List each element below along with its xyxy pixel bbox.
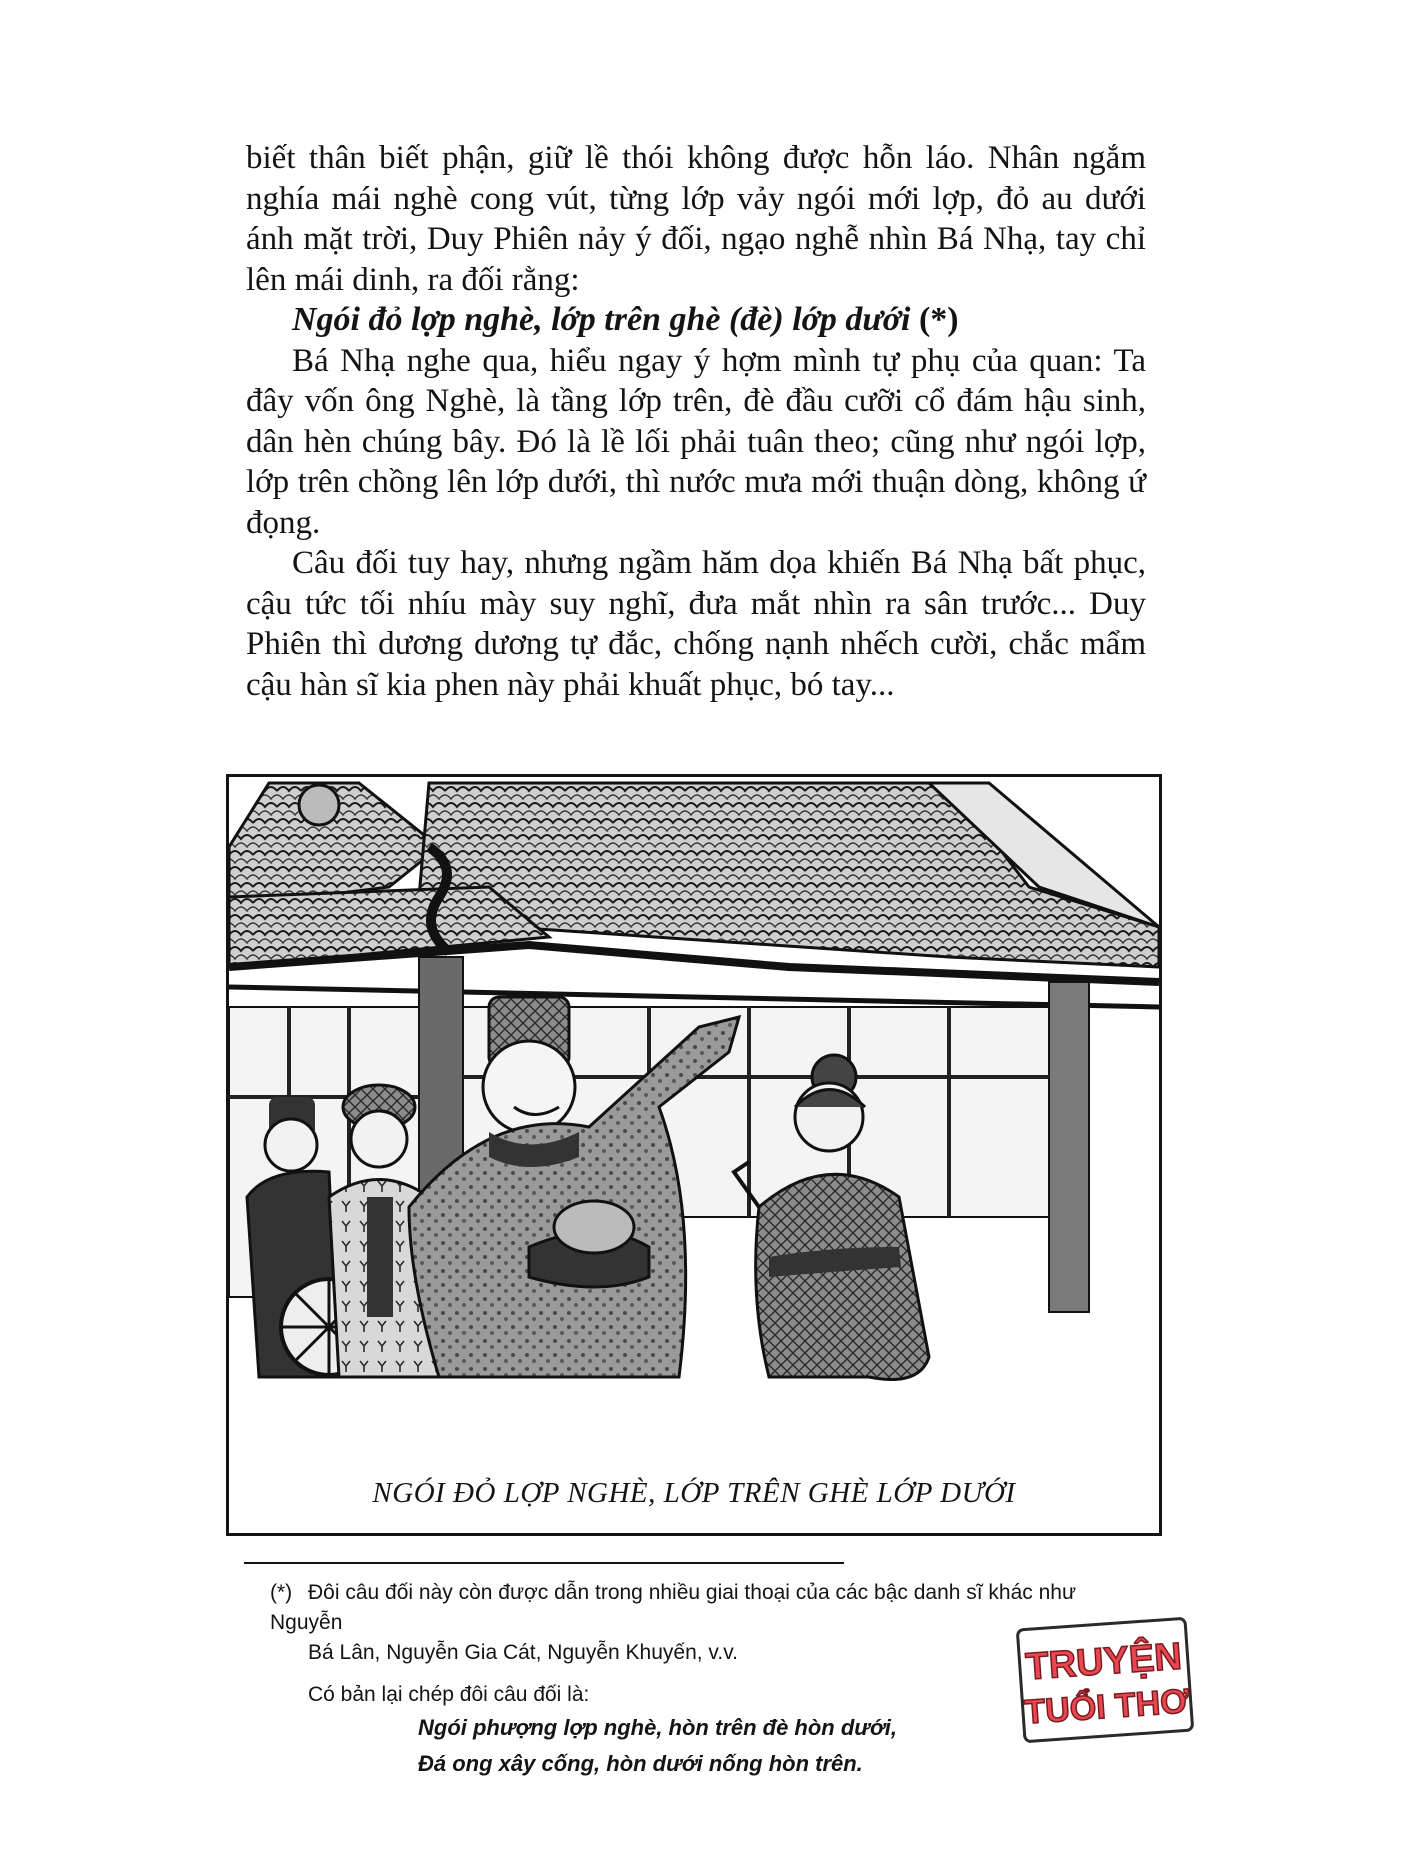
- paragraph-2: Bá Nhạ nghe qua, hiểu ngay ý hợm mình tự phụ của quan: Ta đây vốn ông Nghè, là tầng lớp trên, đè đầu cưỡi cổ đám hậu sinh, dân hèn chúng bây. Đó là lề lối phải tuân theo; cũng như ngói lợp, lớp trên chồng lên lớp dưới, thì nước mưa mới thuận dòng, không ứ đọng.: [246, 342, 1146, 541]
- illustration-panel: [226, 774, 1162, 1536]
- logo-line-2: TUỔI THƠ: [1023, 1682, 1191, 1732]
- paragraph-1: biết thân biết phận, giữ lề thói không được hỗn láo. Nhân ngắm nghía mái nghè cong vút, từng lớp vảy ngói mới lợp, đỏ au dưới ánh mặt trời, Duy Phiên nảy ý đối, ngạo nghễ nhìn Bá Nhạ, tay chỉ lên mái dinh, ra đối rằng:: [246, 140, 1146, 298]
- couplet-verse-text: Ngói đỏ lợp nghè, lớp trên ghè (đè) lớp dưới: [292, 301, 911, 338]
- publisher-logo: [1011, 1612, 1199, 1748]
- body-text: [246, 138, 1146, 705]
- footnote-line-1: Đôi câu đối này còn được dẫn trong nhiều giai thoại của các bậc danh sĩ khác như Nguyễn: [270, 1581, 1077, 1634]
- footnote-line-2: Bá Lân, Nguyễn Gia Cát, Nguyễn Khuyến, v.v.: [308, 1641, 738, 1664]
- illustration-drawing: [229, 777, 1159, 1467]
- footnote-line-3: Có bản lại chép đôi câu đối là:: [308, 1683, 590, 1706]
- alt-couplet-line-2: Đá ong xây cống, hòn dưới nống hòn trên.: [418, 1751, 863, 1776]
- footnote-marker-label: (*): [270, 1581, 293, 1604]
- couplet-verse: [246, 300, 1146, 341]
- alt-couplet-line-1: Ngói phượng lợp nghè, hòn trên đè hòn dưới,: [418, 1715, 897, 1740]
- paragraph-3: Câu đối tuy hay, nhưng ngầm hăm dọa khiến Bá Nhạ bất phục, cậu tức tối nhíu mày suy nghĩ, đưa mắt nhìn ra sân trước... Duy Phiên thì dương dương tự đắc, chống nạnh nhếch cười, chắc mẩm cậu hàn sĩ kia phen này phải khuất phục, bó tay...: [246, 545, 1146, 703]
- logo-line-1: TRUYỆN: [1024, 1635, 1184, 1689]
- illustration-caption: NGÓI ĐỎ LỢP NGHÈ, LỚP TRÊN GHÈ LỚP DƯỚI: [372, 1477, 1016, 1509]
- footnote-divider: [244, 1562, 844, 1564]
- footnote-marker: (*): [918, 301, 959, 338]
